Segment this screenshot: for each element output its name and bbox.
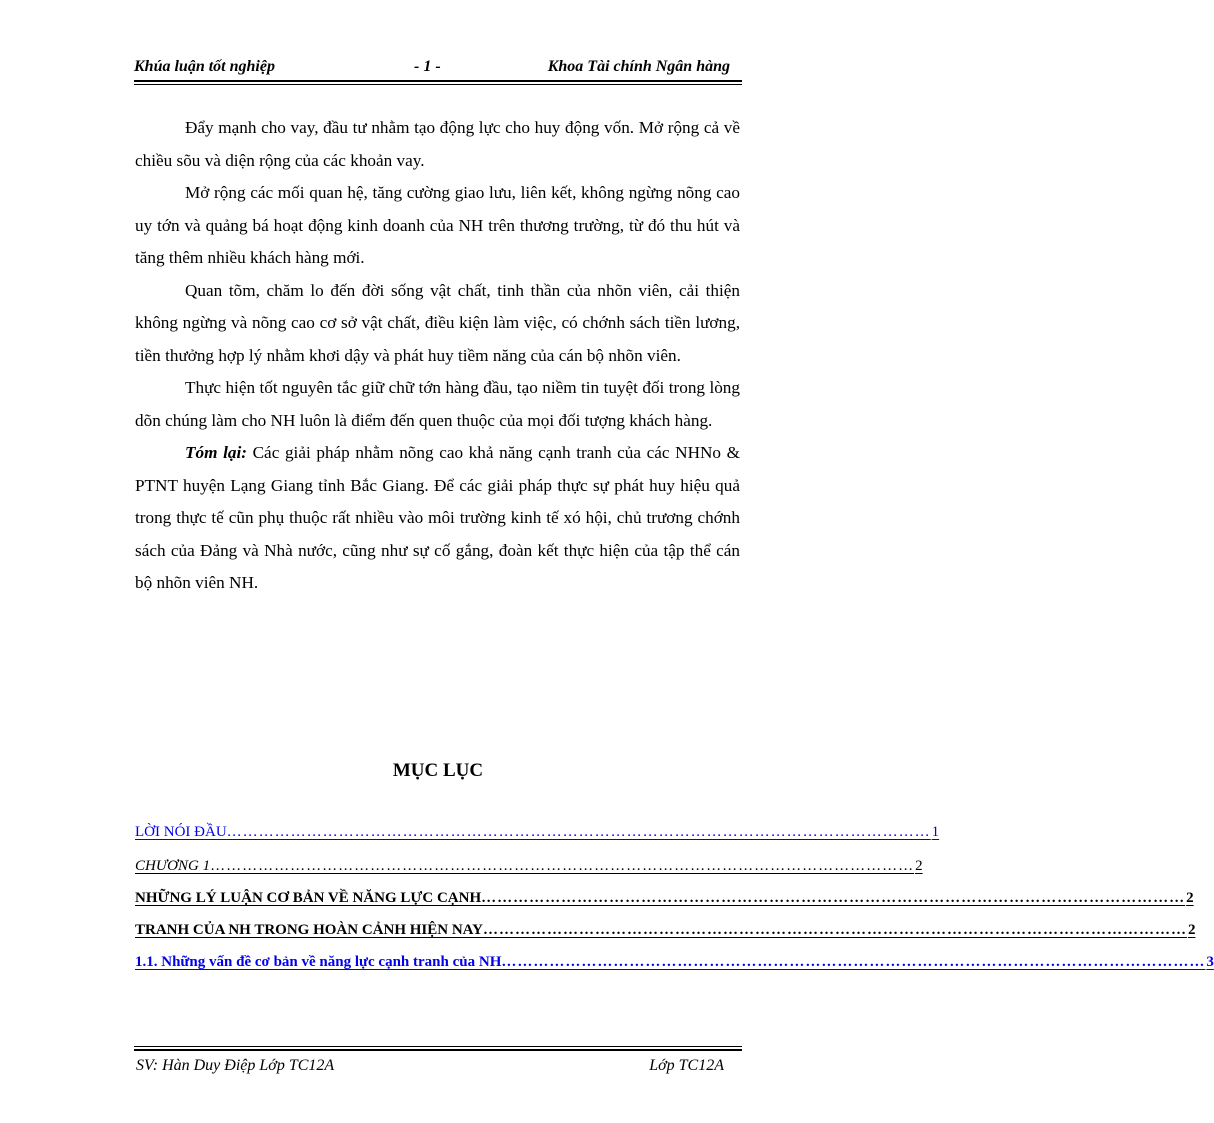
- paragraph: Quan tõm, chăm lo đến đời sống vật chất, tinh thần của nhõn viên, cải thiện không ngừng và nõng cao cơ sở vật chất, điều kiện làm việc, có chớnh sách tiền lương, tiền thưởng hợp lý nhằm khơi dậy và phát huy tiềm năng của cán bộ nhõn viên.: [135, 280, 740, 365]
- footer-rule-thin: [134, 1046, 742, 1047]
- footer-left: SV: Hàn Duy Điệp Lớp TC12A: [136, 1057, 335, 1074]
- summary-label: Tóm lại:: [185, 443, 247, 462]
- page-header: [134, 58, 740, 80]
- toc-entry-label: 1.1. Những vấn đề cơ bản về năng lực cạnh tranh của NH: [135, 954, 502, 970]
- toc-entry-chapter-1-title-line-2[interactable]: [135, 922, 1196, 944]
- toc-entry-page: 3: [1206, 954, 1214, 970]
- paragraph: Mở rộng các mối quan hệ, tăng cường giao lưu, liên kết, không ngừng nõng cao uy tớn và quảng bá hoạt động kinh doanh của NH trên thương trường, từ đó thu hút và tăng thêm nhiều khách hàng mới.: [135, 183, 740, 267]
- toc-entry-section-1-1[interactable]: [135, 954, 1214, 976]
- toc-leader: ……………………………………………………………………………………………………………………: [226, 824, 931, 840]
- toc-entry-label: TRANH CỦA NH TRONG HOÀN CẢNH HIỆN NAY: [135, 922, 483, 938]
- toc-entry-label: CHƯƠNG 1: [135, 858, 211, 874]
- toc-entry-page: 2: [1187, 922, 1196, 938]
- toc-entry-chapter-1[interactable]: [135, 858, 923, 880]
- page-footer: [134, 1057, 740, 1079]
- summary-text: Các giải pháp nhằm nõng cao khả năng cạnh tranh của các NHNo & PTNT huyện Lạng Giang tỉnh Bắc Giang. Để các giải pháp thực sự phát huy hiệu quả trong thực tế cũn phụ thuộc rất nhiều vào môi trường kinh tế xó hội, chủ trương chớnh sách của Đảng và Nhà nước, cũng như sự cố gắng, đoàn kết thực hiện của tập thể cán bộ nhõn viên NH.: [135, 443, 740, 592]
- toc-leader: ……………………………………………………………………………………………………………………: [210, 858, 915, 874]
- toc-entry-label: NHỮNG LÝ LUẬN CƠ BẢN VỀ NĂNG LỰC CẠNH: [135, 890, 482, 906]
- header-left: Khúa luận tốt nghiệp: [134, 58, 275, 75]
- toc-entry-page: 2: [915, 858, 923, 874]
- toc-leader: ……………………………………………………………………………………………………………………: [481, 890, 1186, 906]
- header-rule-thin: [134, 84, 742, 85]
- footer-rule-thick: [134, 1049, 742, 1051]
- toc-title: MỤC LỤC: [392, 760, 484, 781]
- paragraph: Thực hiện tốt nguyên tắc giữ chữ tớn hàng đầu, tạo niềm tin tuyệt đối trong lòng dõn chúng làm cho NH luôn là điểm đến quen thuộc của mọi đối tượng khách hàng.: [135, 378, 740, 430]
- toc-leader: ……………………………………………………………………………………………………………………: [501, 954, 1206, 970]
- toc-entry-page: 2: [1186, 890, 1194, 906]
- header-right: Khoa Tài chính Ngân hàng: [547, 58, 730, 75]
- body-text: [135, 112, 740, 600]
- toc-entry-page: 1: [931, 824, 940, 840]
- summary-paragraph: [135, 437, 740, 600]
- header-page-number: - 1 -: [414, 58, 441, 75]
- toc-leader: ……………………………………………………………………………………………………………………: [482, 922, 1187, 938]
- toc-entry-label: LỜI NÓI ĐẦU: [135, 824, 227, 840]
- footer-right: Lớp TC12A: [649, 1057, 724, 1074]
- toc-entry-chapter-1-title-line-1[interactable]: [135, 890, 1194, 912]
- toc-entry-preface[interactable]: [135, 824, 940, 846]
- paragraph: Đẩy mạnh cho vay, đầu tư nhằm tạo động lực cho huy động vốn. Mở rộng cả về chiều sõu và diện rộng của các khoản vay.: [135, 118, 740, 170]
- header-rule-thick: [134, 80, 742, 82]
